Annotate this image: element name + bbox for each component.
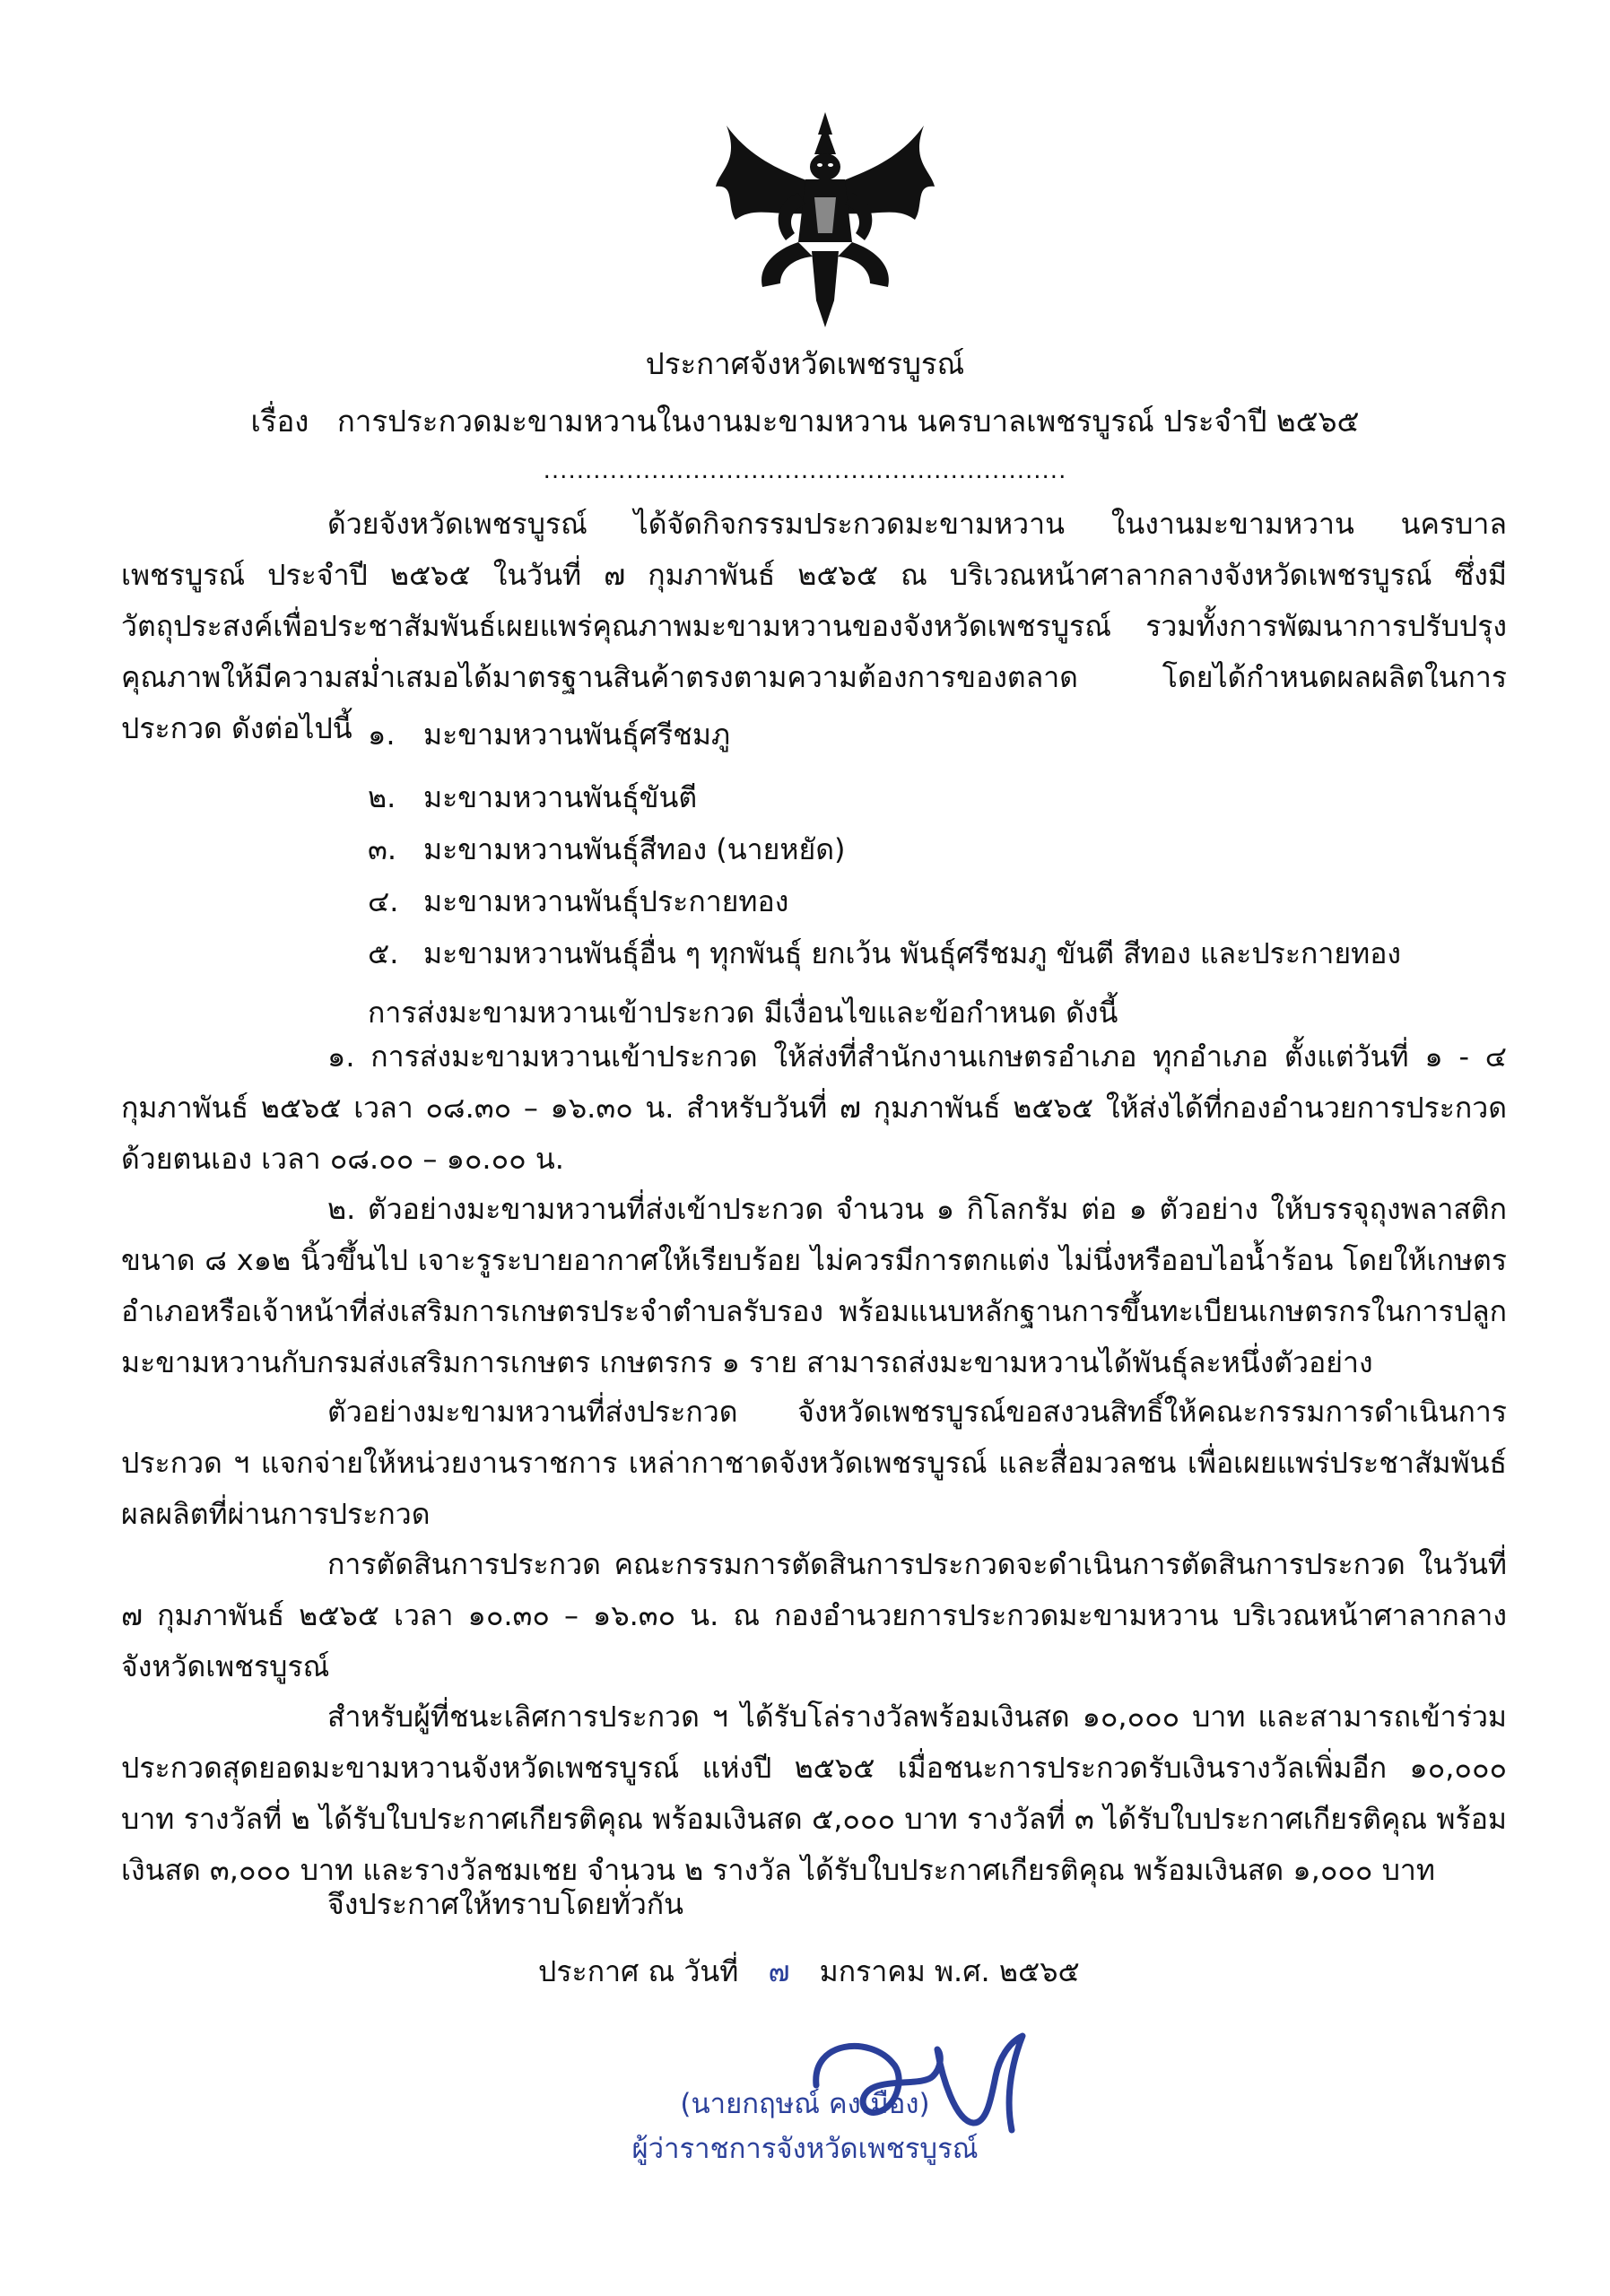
variety-number: ๑. xyxy=(368,718,396,752)
variety-text: มะขามหวานพันธุ์ศรีชมภู xyxy=(423,718,731,752)
signatory-position: ผู้ว่าราชการจังหวัดเพชรบูรณ์ xyxy=(631,2133,979,2165)
date-prefix: ประกาศ ณ วันที่ xyxy=(538,1954,739,1988)
announcement-subject xyxy=(0,400,1610,443)
variety-number: ๒. xyxy=(368,780,396,814)
variety-text: มะขามหวานพันธุ์ขันตี xyxy=(423,780,698,814)
announcement-title: ประกาศจังหวัดเพชรบูรณ์ xyxy=(645,346,965,381)
closing-statement: จึงประกาศให้ทราบโดยทั่วกัน xyxy=(327,1887,684,1921)
intro-paragraph: ด้วยจังหวัดเพชรบูรณ์ ได้จัดกิจกรรมประกวดมะขามหวาน ในงานมะขามหวาน นครบาลเพชรบูรณ์ ประจำปี ๒๕๖๕ ในวันที่ ๗ กุมภาพันธ์ ๒๕๖๕ ณ บริเวณหน้าศาลากลางจังหวัดเพชรบูรณ์ ซึ่งมีวัตถุประสงค์เพื่อประชาสัมพันธ์เผยแพร่คุณภาพมะขามหวานของจังหวัดเพชรบูรณ์ รวมทั้งการพัฒนาการปรับปรุงคุณภาพให้มีความสม่ำเสมอได้มาตรฐานสินค้าตรงตามความต้องการของตลาด โดยได้กำหนดผลผลิตในการประกวด ดังต่อไปนี้ xyxy=(121,507,1507,745)
date-day: ๗ xyxy=(768,1954,790,1988)
variety-text: มะขามหวานพันธุ์สีทอง (นายหยัด) xyxy=(423,832,846,866)
variety-text: มะขามหวานพันธุ์ประกายทอง xyxy=(423,884,789,918)
subject-text: การประกวดมะขามหวานในงานมะขามหวาน นครบาลเพชรบูรณ์ ประจำปี ๒๕๖๕ xyxy=(336,404,1360,439)
variety-number: ๕. xyxy=(368,936,399,970)
prizes-paragraph: สำหรับผู้ที่ชนะเลิศการประกวด ฯ ได้รับโล่รางวัลพร้อมเงินสด ๑๐,๐๐๐ บาท และสามารถเข้าร่วมประกวดสุดยอดมะขามหวานจังหวัดเพชรบูรณ์ แห่งปี ๒๕๖๕ เมื่อชนะการประกวดรับเงินรางวัลเพิ่มอีก ๑๐,๐๐๐ บาท รางวัลที่ ๒ ได้รับใบประกาศเกียรติคุณ พร้อมเงินสด ๕,๐๐๐ บาท รางวัลที่ ๓ ได้รับใบประกาศเกียรติคุณ พร้อมเงินสด ๓,๐๐๐ บาท และรางวัลชมเชย จำนวน ๒ รางวัล ได้รับใบประกาศเกียรติคุณ พร้อมเงินสด ๑,๐๐๐ บาท xyxy=(121,1700,1507,1887)
title-divider: ............................................................... xyxy=(543,457,1067,484)
announcement-date xyxy=(538,1949,1080,1994)
samples-paragraph: ตัวอย่างมะขามหวานที่ส่งประกวด จังหวัดเพชรบูรณ์ขอสงวนสิทธิ์ให้คณะกรรมการดำเนินการประกวด ฯ แจกจ่ายให้หน่วยงานราชการ เหล่ากาชาดจังหวัดเพชรบูรณ์ และสื่อมวลชน เพื่อเผยแพร่ประชาสัมพันธ์ผลผลิตที่ผ่านการประกวด xyxy=(121,1395,1507,1531)
judging-paragraph: การตัดสินการประกวด คณะกรรมการตัดสินการประกวดจะดำเนินการตัดสินการประกวด ในวันที่ ๗ กุมภาพันธ์ ๒๕๖๕ เวลา ๑๐.๓๐ – ๑๖.๓๐ น. ณ กองอำนวยการประกวดมะขามหวาน บริเวณหน้าศาลากลางจังหวัดเพชรบูรณ์ xyxy=(121,1547,1508,1683)
date-month-year: มกราคม พ.ศ. ๒๕๖๕ xyxy=(819,1954,1080,1988)
signatory-name: (นายกฤษณ์ คงเมือง) xyxy=(680,2088,930,2120)
subject-label: เรื่อง xyxy=(250,404,309,439)
variety-item xyxy=(368,775,697,820)
conditions-heading: การส่งมะขามหวานเข้าประกวด มีเงื่อนไขและข้อกำหนด ดังนี้ xyxy=(368,996,1118,1030)
variety-item xyxy=(368,712,730,757)
variety-number: ๓. xyxy=(368,832,397,866)
condition-1-paragraph: ๑. การส่งมะขามหวานเข้าประกวด ให้ส่งที่สำนักงานเกษตรอำเภอ ทุกอำเภอ ตั้งแต่วันที่ ๑ - ๔ กุมภาพันธ์ ๒๕๖๕ เวลา ๐๘.๓๐ – ๑๖.๓๐ น. สำหรับวันที่ ๗ กุมภาพันธ์ ๒๕๖๕ ให้ส่งได้ที่กองอำนวยการประกวดด้วยตนเอง เวลา ๐๘.๐๐ – ๑๐.๐๐ น. xyxy=(121,1039,1507,1176)
variety-item xyxy=(368,931,1401,976)
variety-item xyxy=(368,827,845,872)
variety-item xyxy=(368,879,788,924)
garuda-emblem-icon xyxy=(709,108,942,332)
variety-number: ๔. xyxy=(368,884,399,918)
condition-2-paragraph: ๒. ตัวอย่างมะขามหวานที่ส่งเข้าประกวด จำนวน ๑ กิโลกรัม ต่อ ๑ ตัวอย่าง ให้บรรจุถุงพลาสติก ขนาด ๘ x๑๒ นิ้วขึ้นไป เจาะรูระบายอากาศให้เรียบร้อย ไม่ควรมีการตกแต่ง ไม่นึ่งหรืออบไอน้ำร้อน โดยให้เกษตรอำเภอหรือเจ้าหน้าที่ส่งเสริมการเกษตรประจำตำบลรับรอง พร้อมแนบหลักฐานการขึ้นทะเบียนเกษตรกรในการปลูกมะขามหวานกับกรมส่งเสริมการเกษตร เกษตรกร ๑ ราย สามารถส่งมะขามหวานได้พันธุ์ละหนึ่งตัวอย่าง xyxy=(121,1192,1507,1379)
variety-text: มะขามหวานพันธุ์อื่น ๆ ทุกพันธุ์ ยกเว้น พันธุ์ศรีชมภู ขันตี สีทอง และประกายทอง xyxy=(423,936,1402,970)
